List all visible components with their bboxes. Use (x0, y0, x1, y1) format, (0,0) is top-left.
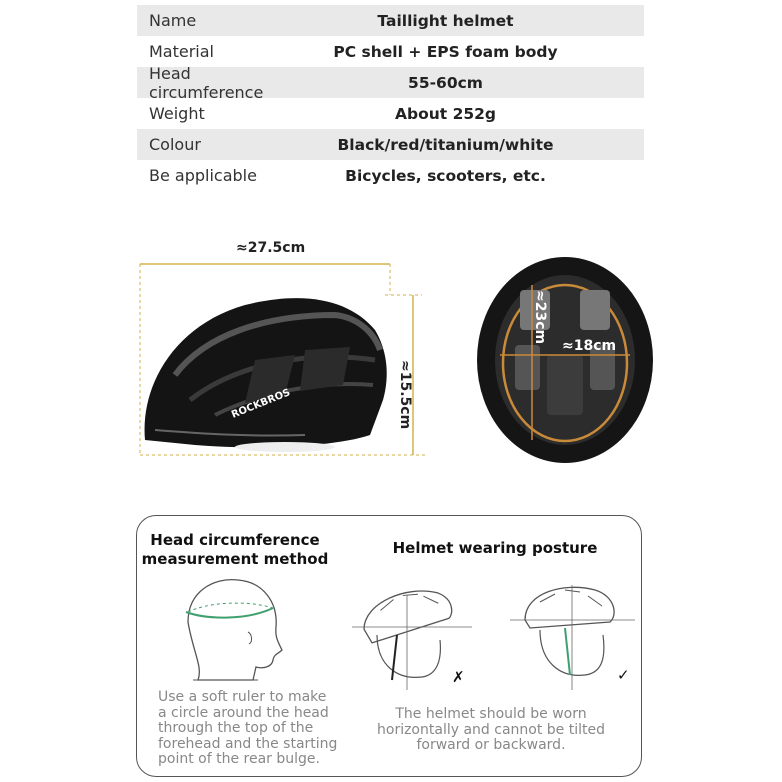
spec-label: Name (149, 11, 197, 30)
caption-line: a circle around the head (158, 704, 329, 721)
spec-row-head-circumference (137, 63, 644, 102)
spec-label: Colour (149, 135, 201, 154)
caption-line: The helmet should be worn (395, 706, 587, 722)
posture-title: Helmet wearing posture (392, 539, 598, 557)
spec-value: Black/red/titanium/white (337, 135, 554, 154)
inner-width-label: ≈18cm (562, 338, 617, 354)
inner-length-label: ≈23cm (532, 290, 548, 345)
caption-line: through the top of the (158, 720, 314, 736)
spec-row-applicable (137, 160, 644, 191)
spec-value: Bicycles, scooters, etc. (345, 166, 546, 185)
height-dimension-label: ≈15.5cm (397, 360, 413, 430)
caption-line: Use a soft ruler to make (158, 689, 327, 705)
caption-line: forward or backward. (416, 737, 566, 753)
spec-row-name (137, 5, 644, 36)
wrong-mark-icon: ✗ (452, 668, 465, 686)
spec-value: Taillight helmet (377, 11, 514, 30)
head-measure-illustration (178, 572, 288, 682)
caption-line: horizontally and cannot be tilted (377, 721, 605, 738)
spec-value: About 252g (394, 104, 497, 123)
right-mark-icon: ✓ (617, 666, 630, 684)
spec-table (137, 5, 644, 191)
measure-title (140, 531, 330, 569)
measure-title-line: Head circumference (150, 531, 320, 549)
spec-row-colour (137, 129, 644, 160)
measure-tape-line (186, 608, 273, 618)
length-dimension-label: ≈27.5cm (236, 240, 306, 256)
spec-row-material (137, 36, 644, 67)
helmet-side-view (135, 255, 435, 465)
spec-label: Weight (149, 104, 205, 123)
caption-line: forehead and the starting (158, 735, 338, 752)
helmet-inside-view (475, 255, 655, 470)
spec-label: Head circumference (149, 63, 264, 102)
spec-label: Material (149, 42, 214, 61)
caption-line: point of the rear bulge. (158, 751, 320, 767)
spec-row-weight (137, 98, 644, 129)
measure-caption (158, 690, 358, 768)
rockbros-logo: ROCKBROS (230, 387, 292, 421)
spec-label: Be applicable (149, 166, 257, 185)
spec-value: PC shell + EPS foam body (333, 42, 558, 61)
spec-value: 55-60cm (408, 73, 483, 92)
posture-caption (366, 707, 616, 754)
measure-title-line: measurement method (141, 550, 329, 568)
